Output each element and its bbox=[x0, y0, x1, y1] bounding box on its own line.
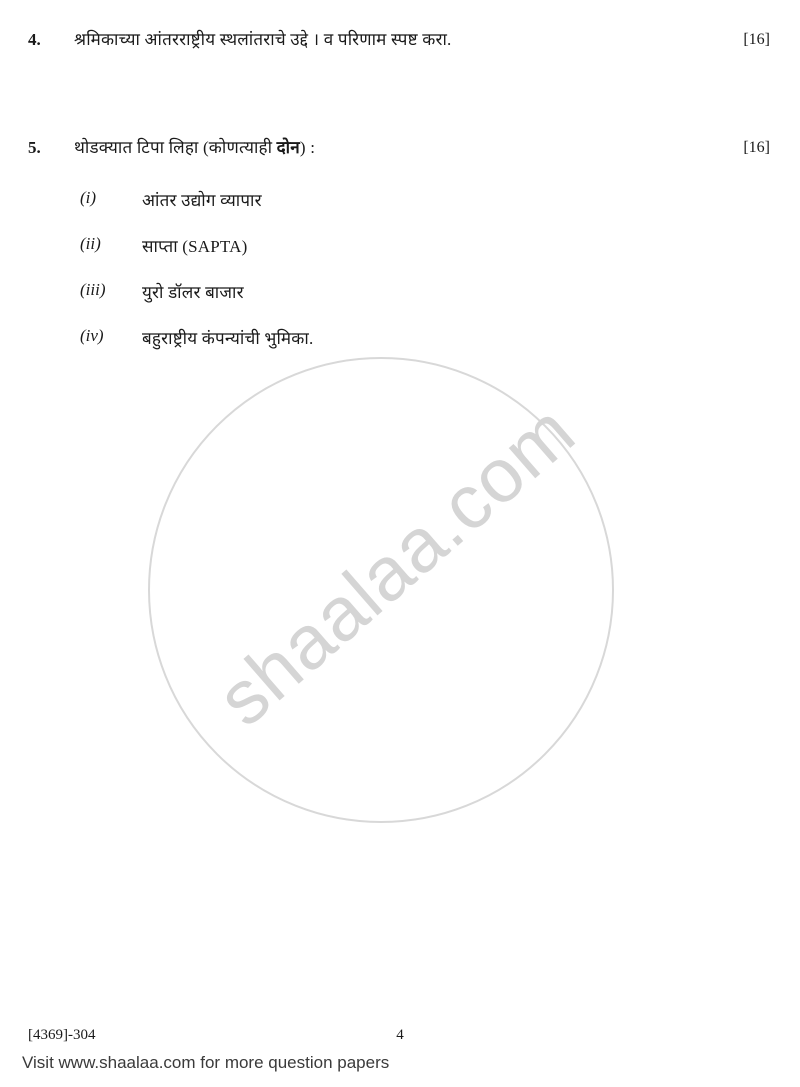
sub-question-i-text: आंतर उद्योग व्यापार bbox=[142, 191, 262, 210]
sub-question-i-label: (i) bbox=[80, 188, 97, 207]
question-5-text-bold: दोन bbox=[276, 138, 300, 157]
watermark bbox=[148, 357, 618, 827]
watermark-text: shaalaa.com bbox=[201, 388, 591, 743]
sub-question-ii-text: साप्ता (SAPTA) bbox=[142, 237, 248, 256]
watermark-circle bbox=[148, 357, 614, 823]
sub-question-iii bbox=[80, 280, 720, 303]
question-5 bbox=[28, 136, 772, 161]
sub-question-ii bbox=[80, 234, 720, 257]
sub-question-ii-label: (ii) bbox=[80, 234, 101, 253]
question-5-text-after: ) : bbox=[299, 138, 316, 157]
question-4-text: श्रमिकाच्या आंतरराष्ट्रीय स्थलांतराचे उद्दे । व परिणाम स्पष्ट करा. bbox=[74, 30, 452, 49]
sub-question-iv-label: (iv) bbox=[80, 326, 104, 345]
question-5-number: 5. bbox=[28, 138, 41, 157]
footer-note: Visit www.shaalaa.com for more question papers bbox=[22, 1053, 390, 1072]
question-5-marks: [16] bbox=[743, 139, 770, 156]
question-5-text-before: थोडक्यात टिपा लिहा (कोणत्याही bbox=[74, 138, 277, 157]
sub-question-iv bbox=[80, 326, 720, 349]
question-4-marks: [16] bbox=[743, 31, 770, 48]
sub-question-i bbox=[80, 188, 720, 211]
sub-question-iv-text: बहुराष्ट्रीय कंपन्यांची भुमिका. bbox=[142, 329, 314, 348]
question-4 bbox=[28, 28, 772, 53]
sub-question-iii-label: (iii) bbox=[80, 280, 106, 299]
question-4-number: 4. bbox=[28, 30, 41, 49]
sub-question-list bbox=[80, 188, 720, 372]
page-number: 4 bbox=[396, 1027, 404, 1043]
sub-question-iii-text: युरो डॉलर बाजार bbox=[142, 283, 244, 302]
page-footer bbox=[0, 1027, 800, 1087]
question-5-text bbox=[74, 136, 718, 161]
paper-code: [4369]-304 bbox=[28, 1027, 96, 1043]
